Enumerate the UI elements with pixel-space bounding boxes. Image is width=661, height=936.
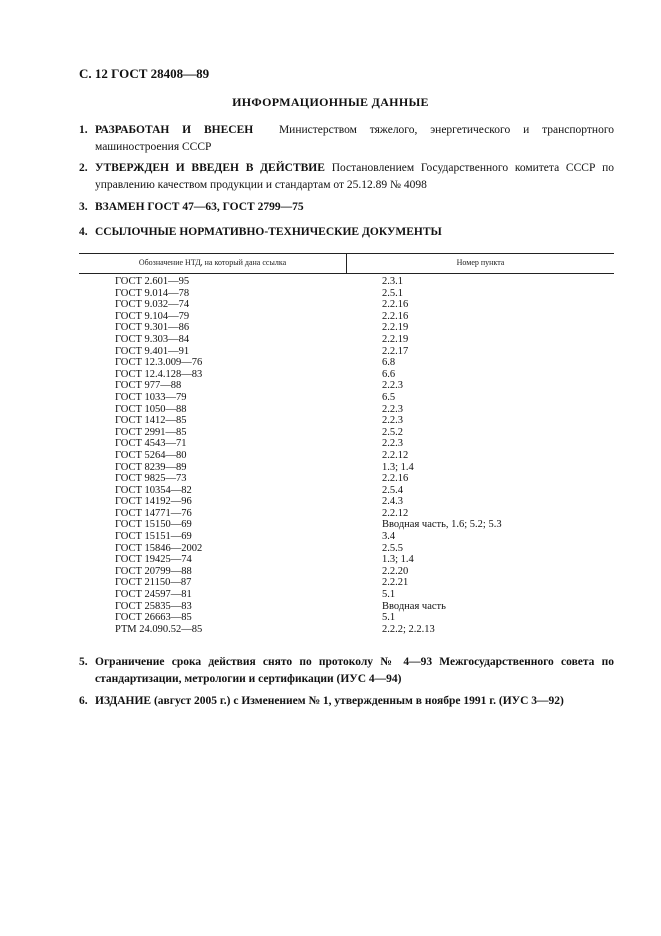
table-cell-clause: Вводная часть (382, 600, 446, 612)
table-cell-document: РТМ 24.090.52—85 (115, 623, 203, 635)
section-4 (79, 224, 614, 241)
table-cell-clause: 2.2.16 (382, 299, 409, 311)
table-cell-clause: 2.4.3 (382, 496, 403, 508)
clause-column (382, 276, 502, 635)
section-heading: УТВЕРЖДЕН И ВВЕДЕН В ДЕЙСТВИЕ (95, 162, 325, 174)
table-cell-document: ГОСТ 1412—85 (115, 415, 187, 427)
references-table (79, 253, 614, 642)
table-cell-clause: 1.3; 1.4 (382, 461, 414, 473)
table-cell-clause: 5.1 (382, 612, 396, 624)
table-cell-document: ГОСТ 9.104—79 (115, 310, 190, 322)
table-cell-clause: 3.4 (382, 531, 396, 543)
section-heading: РАЗРАБОТАН И ВНЕСЕН (95, 124, 254, 136)
table-cell-document: ГОСТ 2991—85 (115, 426, 187, 438)
table-cell-document: ГОСТ 977—88 (115, 380, 182, 392)
table-cell-document: ГОСТ 1033—79 (115, 391, 187, 403)
table-cell-clause: 2.2.3 (382, 415, 403, 427)
table-cell-document: ГОСТ 21150—87 (115, 577, 192, 589)
table-cell-document: ГОСТ 15150—69 (115, 519, 192, 531)
table-cell-document: ГОСТ 9.303—84 (115, 333, 190, 345)
table-cell-document: ГОСТ 25835—83 (115, 600, 192, 612)
table-cell-document: ГОСТ 9.301—86 (115, 322, 190, 334)
section-number: 5. (79, 656, 88, 668)
section-text: Министерством тяжелого, энергетического и транспортного машиностроения СССР (95, 124, 615, 153)
document-title: ИНФОРМАЦИОННЫЕ ДАННЫЕ (232, 95, 429, 109)
table-cell-clause: 2.3.1 (382, 276, 403, 287)
section-text: Ограничение срока действия снято по протоколу № 4—93 Межгосударственного совета по стандартизации, метрологии и сертификации (ИУС 4—94) (95, 656, 614, 685)
table-cell-clause: 2.5.1 (382, 287, 403, 299)
section-number: 1. (79, 124, 88, 136)
table-cell-clause: 6.5 (382, 391, 396, 403)
table-cell-clause: 2.5.2 (382, 426, 403, 438)
table-cell-clause: 2.2.12 (382, 507, 409, 519)
page-header: С. 12 ГОСТ 28408—89 (79, 66, 210, 81)
table-cell-clause: 2.5.5 (382, 542, 403, 554)
section-heading: ССЫЛОЧНЫЕ НОРМАТИВНО-ТЕХНИЧЕСКИЕ ДОКУМЕНТЫ (95, 226, 442, 238)
table-cell-document: ГОСТ 2.601—95 (115, 276, 190, 287)
section-number: 4. (79, 226, 88, 238)
table-header-rule (79, 273, 614, 274)
section-number: 6. (79, 695, 88, 707)
table-cell-document: ГОСТ 24597—81 (115, 589, 192, 601)
table-cell-clause: 2.2.3 (382, 380, 403, 392)
table-cell-document: ГОСТ 26663—85 (115, 612, 192, 624)
table-cell-document: ГОСТ 5264—80 (115, 449, 187, 461)
table-cell-document: ГОСТ 4543—71 (115, 438, 187, 450)
table-cell-document: ГОСТ 10354—82 (115, 484, 192, 496)
table-cell-clause: 6.8 (382, 357, 396, 369)
section-number: 3. (79, 201, 88, 213)
section-1 (79, 122, 614, 156)
table-cell-clause: 1.3; 1.4 (382, 554, 414, 566)
section-heading: ВЗАМЕН ГОСТ 47—63, ГОСТ 2799—75 (95, 201, 304, 213)
table-cell-clause: 2.2.19 (382, 333, 409, 345)
table-cell-document: ГОСТ 15151—69 (115, 531, 192, 543)
section-2 (79, 160, 614, 194)
table-cell-clause: 2.2.21 (382, 577, 409, 589)
table-cell-clause: 2.2.3 (382, 403, 403, 415)
table-cell-clause: 2.2.3 (382, 438, 403, 450)
table-cell-document: ГОСТ 9825—73 (115, 473, 187, 485)
table-cell-clause: 2.2.16 (382, 473, 409, 485)
table-cell-clause: 2.2.12 (382, 449, 409, 461)
table-cell-document: ГОСТ 19425—74 (115, 554, 192, 566)
document-column (115, 276, 202, 635)
table-cell-clause: 2.5.4 (382, 484, 403, 496)
table-cell-clause: 2.2.20 (382, 565, 409, 577)
table-cell-clause: 2.2.2; 2.2.13 (382, 623, 435, 635)
table-cell-clause: 6.6 (382, 368, 396, 380)
section-number: 2. (79, 162, 88, 174)
table-cell-document: ГОСТ 12.4.128—83 (115, 368, 203, 380)
table-cell-document: ГОСТ 14771—76 (115, 507, 192, 519)
table-cell-document: ГОСТ 20799—88 (115, 565, 192, 577)
table-cell-clause: 2.2.16 (382, 310, 409, 322)
table-cell-document: ГОСТ 9.032—74 (115, 299, 190, 311)
table-cell-document: ГОСТ 15846—2002 (115, 542, 203, 554)
section-5 (79, 654, 614, 688)
table-cell-clause: Вводная часть, 1.6; 5.2; 5.3 (382, 519, 502, 531)
table-cell-document: ГОСТ 9.014—78 (115, 287, 190, 299)
table-cell-document: ГОСТ 8239—89 (115, 461, 187, 473)
table-cell-document: ГОСТ 1050—88 (115, 403, 187, 415)
section-text: Постановлением Государственного комитета СССР по управлению качеством продукции и стандартам от 25.12.89 № 4098 (95, 162, 614, 191)
table-cell-document: ГОСТ 14192—96 (115, 496, 192, 508)
section-3 (79, 199, 614, 216)
table-cell-document: ГОСТ 12.3.009—76 (115, 357, 203, 369)
table-cell-clause: 2.2.17 (382, 345, 409, 357)
table-cell-document: ГОСТ 9.401—91 (115, 345, 190, 357)
section-text: ИЗДАНИЕ (август 2005 г.) с Изменением № 1, утвержденным в ноябре 1991 г. (ИУС 3—92) (95, 695, 564, 707)
table-cell-clause: 2.2.19 (382, 322, 409, 334)
column-header-document: Обозначение НТД, на который дана ссылка (138, 258, 287, 267)
column-header-clause: Номер пункта (456, 258, 505, 267)
section-6 (79, 693, 614, 710)
table-cell-clause: 5.1 (382, 589, 396, 601)
